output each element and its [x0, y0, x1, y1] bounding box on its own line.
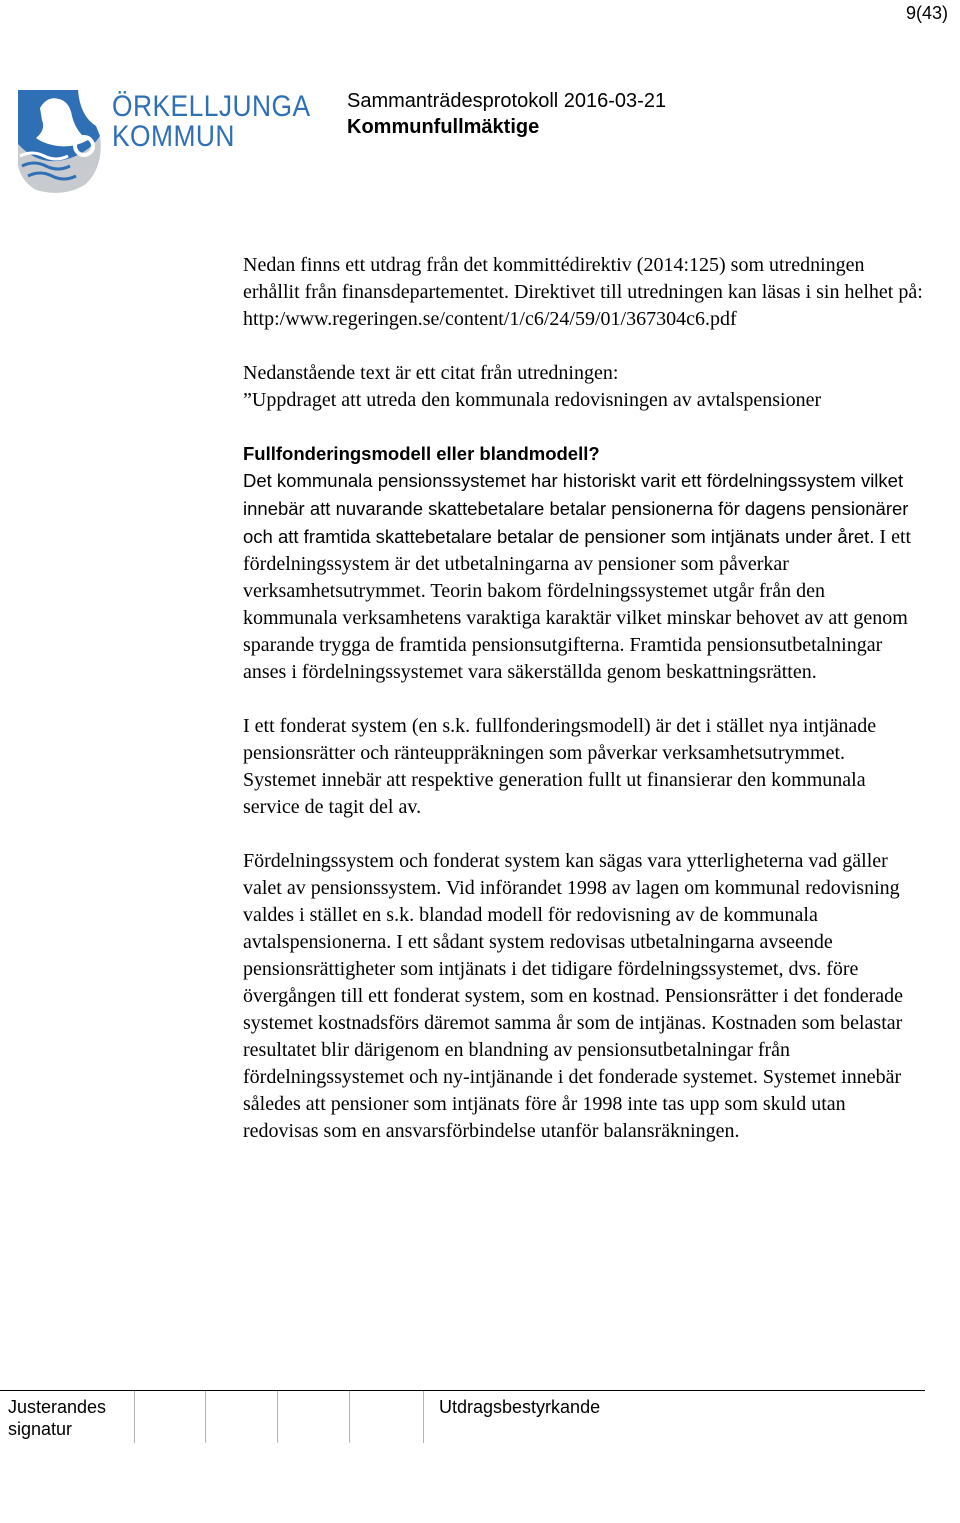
paragraph-1-part-b: I ett fördelningssystem är det utbetalningarna av pensioner som påverkar verksamhetsutrymmet. Teorin bakom fördelningssystemet utgår från den kommunala verksamhetens varaktiga karaktär vilket minskar behovet av att genom sparande trygga de framtida pensionsutgifterna. Framtida pensionsutbetalningar anses i fördelningssystemet vara säkerställda genom beskattningsrätten. — [243, 526, 912, 683]
paragraph-1-part-a: Det kommunala pensionssystemet har historiskt varit ett fördelningssystem vilket innebär att nuvarande skattebetalare betalar pensionerna för dagens pensionärer och att framtida skattebetalare betalar de pensioner som intjänats under året. — [243, 470, 909, 547]
logo-line-2: KOMMUN — [112, 120, 235, 153]
page-number: 9(43) — [905, 3, 948, 23]
signature-box-divider — [423, 1391, 424, 1443]
section-heading: Fullfonderingsmodell eller blandmodell? — [243, 443, 600, 464]
adjusters-label-line-2: signatur — [8, 1419, 73, 1439]
municipality-logo — [18, 86, 311, 196]
logo-wordmark — [112, 92, 311, 152]
signature-box-divider — [349, 1391, 350, 1443]
signature-footer — [0, 1390, 960, 1450]
signature-box-divider — [134, 1391, 135, 1443]
signature-box-divider — [205, 1391, 206, 1443]
logo-line-1: ÖRKELLJUNGA — [112, 90, 311, 123]
quote-intro-line-1: Nedanstående text är ett citat från utredningen: — [243, 362, 619, 384]
certified-extract-label: Utdragsbestyrkande — [439, 1397, 601, 1417]
document-header — [347, 88, 666, 140]
adjusters-signature-label — [8, 1396, 106, 1440]
paragraph-1 — [243, 467, 923, 686]
document-body — [243, 252, 923, 1145]
footer-rule — [0, 1390, 925, 1391]
intro-paragraph: Nedan finns ett utdrag från det kommittédirektiv (2014:125) som utredningen erhållit från finansdepartementet. Direktivet till utredningen kan läsas i sin helhet på: http:/www.regeringen.se/content/1/c6/24/59/01/367304c6.pdf — [243, 254, 923, 330]
adjusters-label-line-1: Justerandes — [8, 1397, 107, 1417]
bell-emblem-icon — [18, 86, 110, 196]
paragraph-3: Fördelningssystem och fonderat system kan sägas vara ytterligheterna vad gäller valet av pensionssystem. Vid införandet 1998 av lagen om kommunal redovisning valdes i stället en s.k. blandad modell för redovisning av de kommunala avtalspensionerna. I ett sådant system redovisas utbetalningarna avseende pensionsrättigheter som intjänats i det tidigare fördelningssystemet, dvs. före övergången till ett fonderat system, som en kostnad. Pensionsrätter i det fonderade systemet kostnadsförs däremot samma år som de intjänas. Kostnaden som belastar resultatet blir därigenom en blandning av pensionsutbetalningar från fördelningssystemet och ny-intjänande i det fonderade systemet. Systemet innebär således att pensioner som intjänats före år 1998 inte tas upp som skuld utan redovisas som en ansvarsförbindelse utanför balansräkningen. — [243, 850, 904, 1142]
protocol-title: Sammanträdesprotokoll 2016-03-21 — [347, 90, 667, 112]
signature-box-divider — [277, 1391, 278, 1443]
body-name: Kommunfullmäktige — [347, 116, 540, 138]
paragraph-2: I ett fonderat system (en s.k. fullfonderingsmodell) är det i stället nya intjänade pensionsrätter och ränteuppräkningen som påverkar verksamhetsutrymmet. Systemet innebär att respektive generation fullt ut finansierar den kommunala service de tagit del av. — [243, 715, 877, 818]
quote-intro-line-2: ”Uppdraget att utreda den kommunala redovisningen av avtalspensioner — [243, 389, 822, 411]
